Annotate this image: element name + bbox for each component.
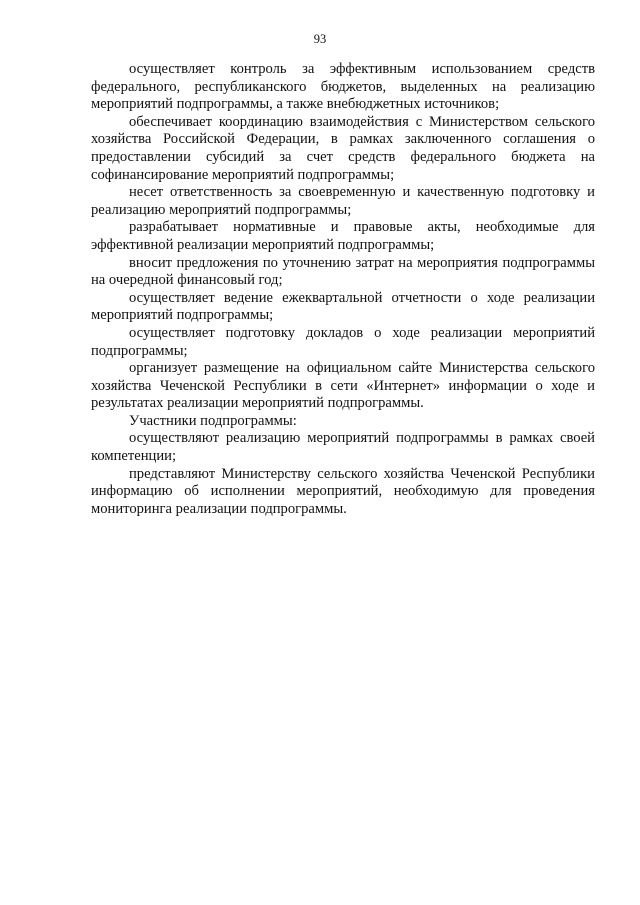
paragraph-participants-implementation: осуществляют реализацию мероприятий подпрограммы в рамках своей компетенции; bbox=[91, 430, 595, 465]
paragraph-cost-proposals: вносит предложения по уточнению затрат на мероприятия подпрограммы на очередной финансовый год; bbox=[91, 254, 595, 289]
paragraph-participants-heading: Участники подпрограммы: bbox=[129, 412, 297, 429]
paragraph-participants-reporting: представляют Министерству сельского хозяйства Чеченской Республики информацию об исполнении мероприятий, необходимую для проведения мониторинга реализации подпрограммы. bbox=[91, 465, 595, 517]
paragraph-quarterly-reporting: осуществляет ведение ежеквартальной отчетности о ходе реализации мероприятий подпрограммы; bbox=[91, 289, 595, 324]
paragraph-responsibility: несет ответственность за своевременную и качественную подготовку и реализацию мероприятий подпрограммы; bbox=[91, 184, 595, 218]
paragraph-control-funds: осуществляет контроль за эффективным использованием средств федерального, республиканского бюджетов, выделенных на реализацию мероприятий подпрограммы, а также внебюджетных источников; bbox=[91, 61, 595, 113]
document-body bbox=[91, 61, 595, 518]
paragraph-reports-preparation: осуществляет подготовку докладов о ходе реализации мероприятий подпрограммы; bbox=[91, 324, 595, 359]
paragraph-coordination: обеспечивает координацию взаимодействия с Министерством сельского хозяйства Российской Федерации, в рамках заключенного соглашения о предоставлении субсидий за счет средств федерального бюджета на софинансирование мероприятий подпрограммы; bbox=[91, 113, 595, 183]
paragraph-website-publication: организует размещение на официальном сайте Министерства сельского хозяйства Чеченской Республики в сети «Интернет» информации о ходе и результатах реализации мероприятий подпрограммы. bbox=[91, 360, 595, 412]
paragraph-regulations: разрабатывает нормативные и правовые акты, необходимые для эффективной реализации мероприятий подпрограммы; bbox=[91, 219, 595, 253]
page-number: 93 bbox=[313, 32, 327, 46]
